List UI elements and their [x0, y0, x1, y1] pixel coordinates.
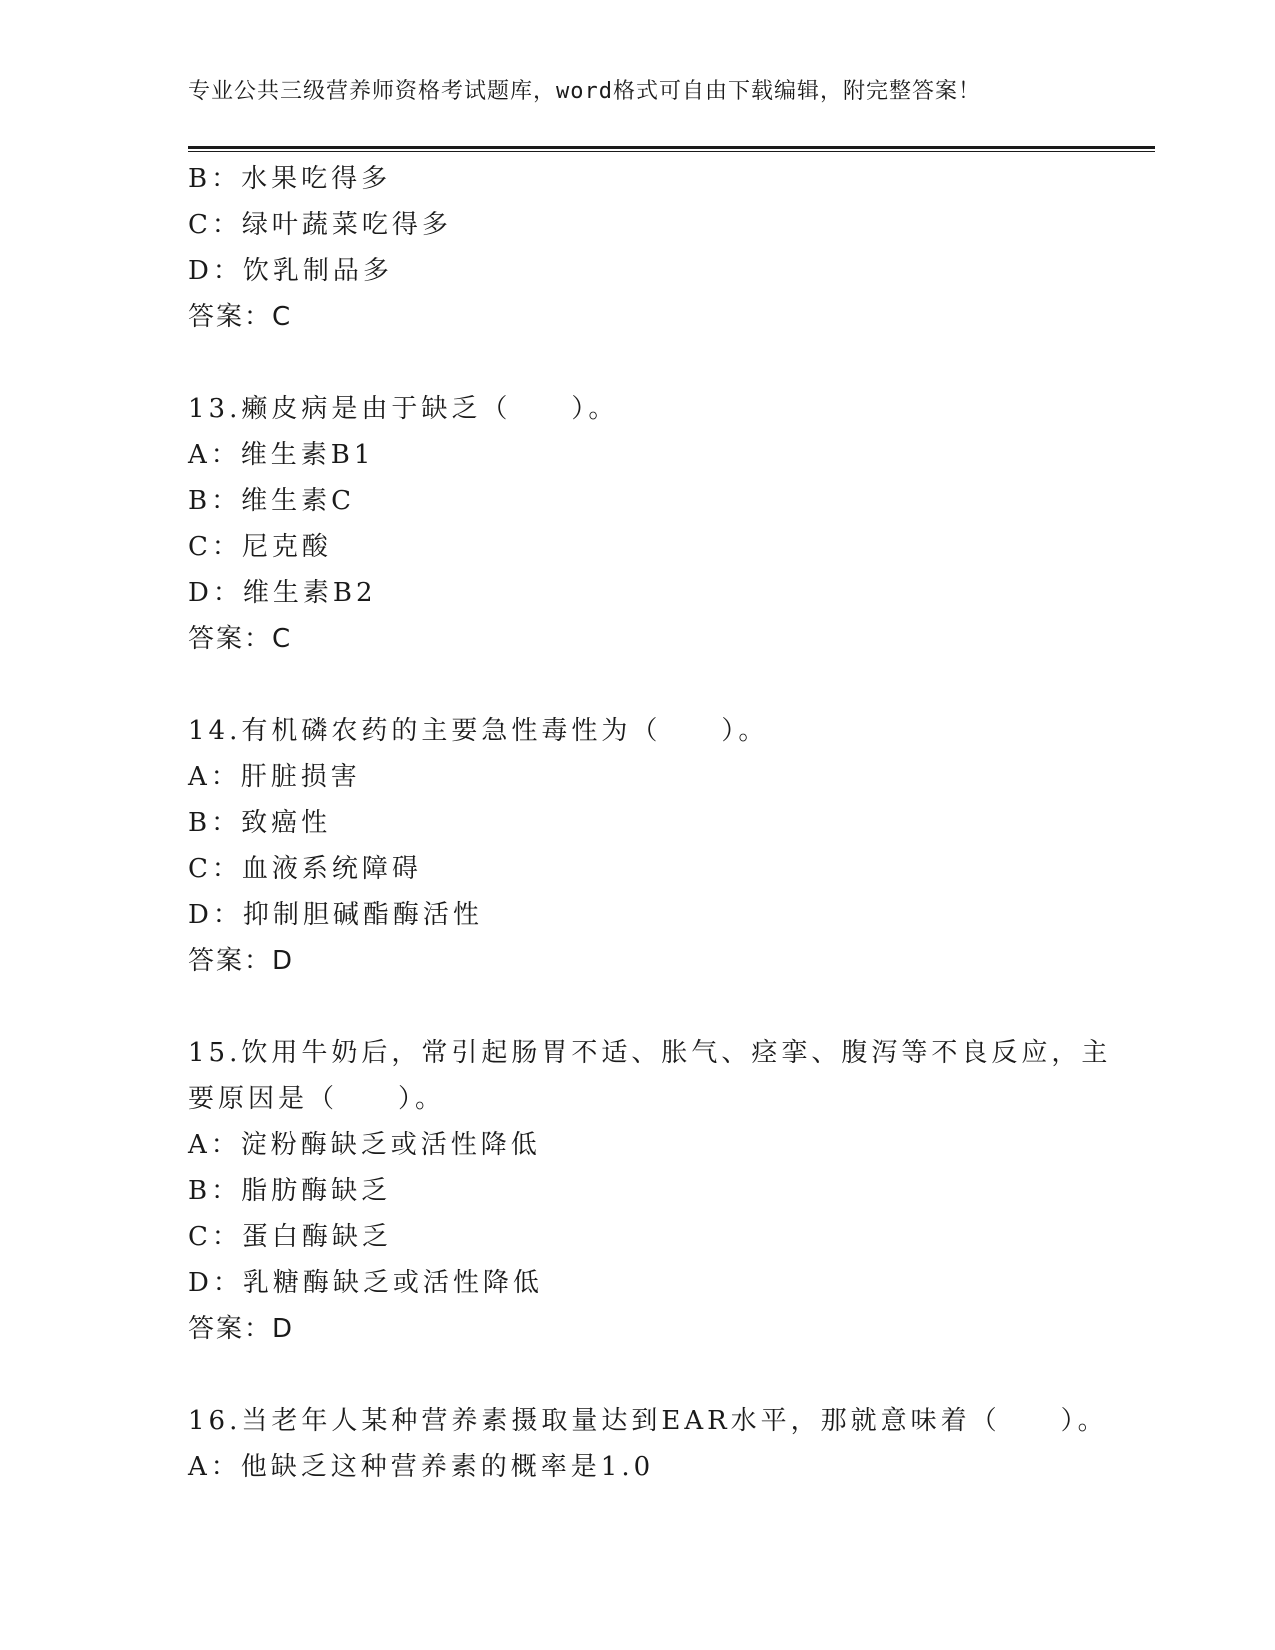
header-rule-thin — [188, 151, 1155, 152]
option-a: A：肝脏损害 — [188, 762, 361, 792]
question-stem-15-line1: 15.饮用牛奶后，常引起肠胃不适、胀气、痉挛、腹泻等不良反应，主 — [188, 1038, 1112, 1068]
option-a: A：维生素B1 — [188, 440, 375, 470]
spacer — [188, 1352, 1088, 1398]
option-a: A：淀粉酶缺乏或活性降低 — [188, 1130, 541, 1160]
option-c: C：尼克酸 — [188, 532, 332, 562]
answer: 答案：D — [188, 946, 295, 976]
question-stem-14: 14.有机磷农药的主要急性毒性为（ ）。 — [188, 716, 769, 746]
question-stem-16: 16.当老年人某种营养素摄取量达到EAR水平，那就意味着（ ）。 — [188, 1406, 1108, 1436]
option-b: B：致癌性 — [188, 808, 332, 838]
answer: 答案：D — [188, 1314, 295, 1344]
option-b: B：脂肪酶缺乏 — [188, 1176, 392, 1206]
question-stem-13: 13.癞皮病是由于缺乏（ ）。 — [188, 394, 619, 424]
option-b: B：水果吃得多 — [188, 164, 392, 194]
option-c: C：血液系统障碍 — [188, 854, 422, 884]
option-d: D：饮乳制品多 — [188, 256, 393, 286]
spacer — [188, 340, 1088, 386]
option-a: A：他缺乏这种营养素的概率是1.0 — [188, 1452, 655, 1482]
question-stem-15-line2: 要原因是（ ）。 — [188, 1084, 446, 1114]
spacer — [188, 984, 1088, 1030]
page-header: 专业公共三级营养师资格考试题库，word格式可自由下载编辑，附完整答案！ — [188, 79, 981, 104]
option-d: D：抑制胆碱酯酶活性 — [188, 900, 483, 930]
answer: 答案：C — [188, 624, 293, 654]
option-d: D：乳糖酶缺乏或活性降低 — [188, 1268, 543, 1298]
spacer — [188, 662, 1088, 708]
header-rule-thick — [188, 146, 1155, 149]
question-content — [188, 156, 1112, 1490]
option-c: C：绿叶蔬菜吃得多 — [188, 210, 452, 240]
answer: 答案：C — [188, 302, 293, 332]
option-b: B：维生素C — [188, 486, 356, 516]
option-d: D：维生素B2 — [188, 578, 377, 608]
option-c: C：蛋白酶缺乏 — [188, 1222, 392, 1252]
